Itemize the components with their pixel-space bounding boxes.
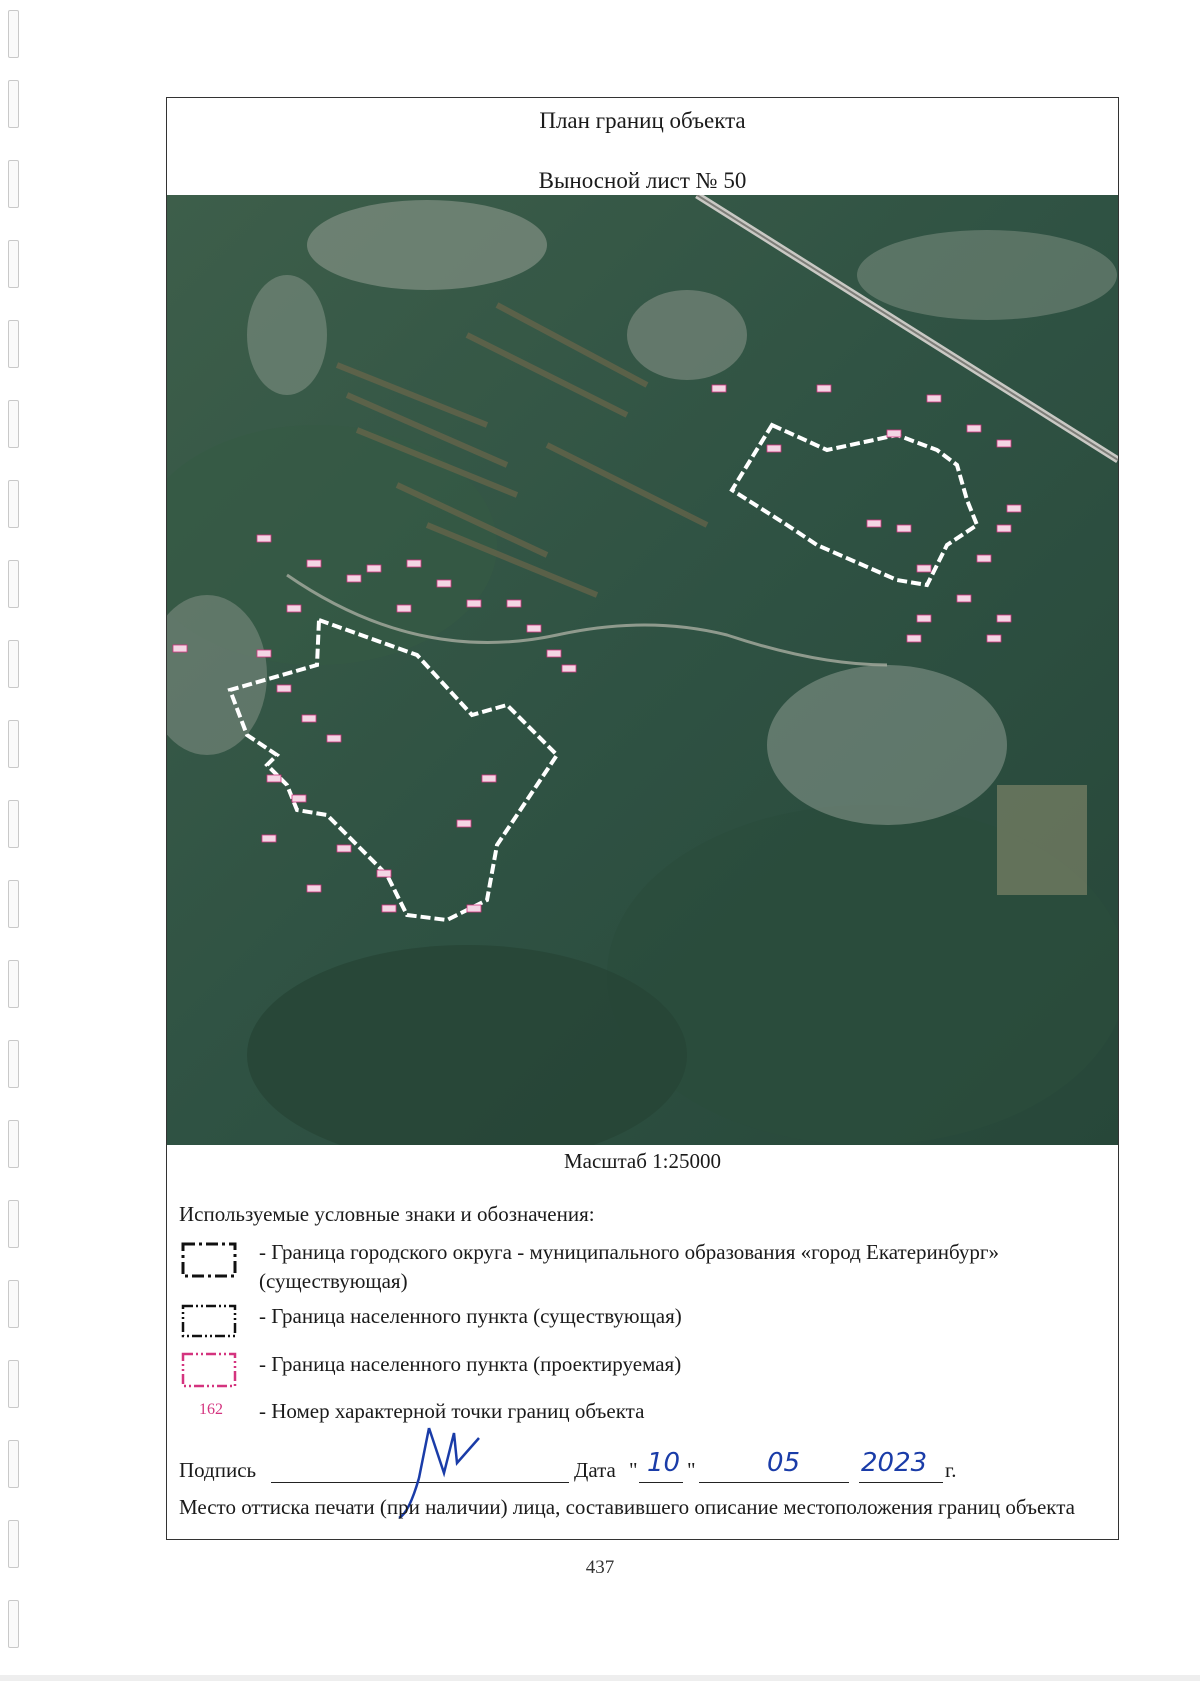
legend-text-settlement-existing: - Граница населенного пункта (существующая) <box>259 1304 682 1328</box>
date-label: Дата <box>574 1458 616 1482</box>
satellite-map <box>167 195 1118 1145</box>
scan-edge <box>0 1675 1200 1681</box>
binding-holes <box>6 0 26 1698</box>
sheet-subtitle: Выносной лист № 50 <box>538 168 747 193</box>
signature-line: Подпись Дата " 10 " 05 2023 г. <box>179 1458 1119 1490</box>
date-year: 2023 <box>861 1448 928 1478</box>
point-number-sample: 162 <box>199 1401 223 1418</box>
legend-text-settlement-planned: - Граница населенного пункта (проектируемая) <box>259 1352 682 1376</box>
sheet-title: План границ объекта <box>539 108 746 133</box>
dash-dot-dot-pink-box-icon <box>179 1350 241 1392</box>
dash-dot-black-box-icon <box>179 1238 241 1282</box>
signature-label: Подпись <box>179 1458 257 1482</box>
dash-dot-dot-black-box-icon <box>179 1302 241 1342</box>
legend-text-city-boundary: - Граница городского округа - муниципального образования «город Екатеринбург» (существующая) <box>259 1240 1000 1293</box>
map-scale: Масштаб 1:25000 <box>563 1149 721 1173</box>
stamp-place-text: Место оттиска печати (при наличии) лица, составившего описание местоположения границ объекта <box>179 1495 1075 1519</box>
legend-text-point-number: - Номер характерной точки границ объекта <box>259 1399 645 1423</box>
date-month: 05 <box>767 1448 801 1478</box>
year-suffix: г. <box>945 1458 957 1482</box>
plan-sheet <box>166 97 1119 1540</box>
date-day: 10 <box>647 1448 681 1478</box>
page-number: 437 <box>585 1557 615 1578</box>
map-image <box>167 195 1118 1145</box>
legend-title: Используемые условные знаки и обозначения: <box>179 1202 595 1226</box>
